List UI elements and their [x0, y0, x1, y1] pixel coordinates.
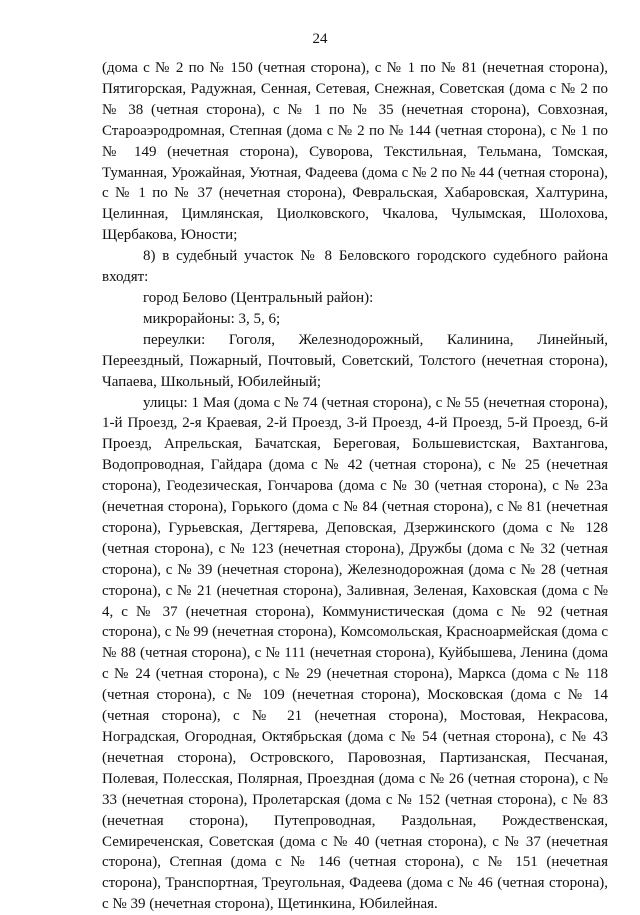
paragraph-streets-continued: (дома с № 2 по № 150 (четная сторона), с № 1 по № 81 (нечетная сторона), Пятигорская, Радужная, Сенная, Сетевая, Снежная, Советская (дома с № 2 по № 38 (четная сторона), с № 1 по № 35 (нечетная сторона), Совхозная, Староаэродромная, Степная (дома с № 2 по № 144 (четная сторона), с № 1 по № 149 (нечетная сторона), Суворова, Текстильная, Тельмана, Томская, Туманная, Урожайная, Уютная, Фадеева (дома с № 2 по № 44 (четная сторона), с № 1 по № 37 (нечетная сторона), Февральская, Хабаровская, Халтурина, Целинная, Цимлянская, Циолковского, Чкалова, Чулымская, Шолохова, Щербакова, Юности; — [102, 58, 608, 246]
page-number: 24 — [0, 30, 640, 48]
paragraph-microdistricts: микрорайоны: 3, 5, 6; — [102, 309, 608, 330]
paragraph-streets: улицы: 1 Мая (дома с № 74 (четная сторона), с № 55 (нечетная сторона), 1-й Проезд, 2-я Краевая, 2-й Проезд, 3-й Проезд, 4-й Проезд, 5-й Проезд, 6-й Проезд, Апрельская, Бачатская, Береговая, Большевистская, Вахтангова, Водопроводная, Гайдара (дома с № 42 (четная сторона), с № 25 (нечетная сторона), Геодезическая, Гончарова (дома с № 30 (четная сторона), с № 23а (нечетная сторона), Горького (дома с № 84 (четная сторона), с № 81 (нечетная сторона), Гурьевская, Дегтярева, Деповская, Дзержинского (дома с № 128 (четная сторона), с № 123 (нечетная сторона), Дружбы (дома с № 32 (четная сторона), с № 39 (нечетная сторона), Железнодорожная (дома с № 28 (четная сторона), с № 21 (нечетная сторона), Заливная, Зеленая, Каховская (дома с № 4, с № 37 (нечетная сторона), Коммунистическая (дома с № 92 (четная сторона), с № 99 (нечетная сторона), Комсомольская, Красноармейская (дома с № 88 (четная сторона), с № 111 (нечетная сторона), Куйбышева, Ленина (дома с № 24 (четная сторона), с № 29 (нечетная сторона), Маркса (дома с № 118 (четная сторона), с № 109 (нечетная сторона), Московская (дома с № 14 (четная сторона), с № 21 (нечетная сторона), Мостовая, Некрасова, Ноградская, Огородная, Октябрьская (дома с № 54 (четная сторона), с № 43 (нечетная сторона), Островского, Паровозная, Партизанская, Песчаная, Полевая, Полесская, Полярная, Проездная (дома с № 26 (четная сторона), с № 33 (нечетная сторона), Пролетарская (дома с № 152 (четная сторона), с № 83 (нечетная сторона), Путепроводная, Раздольная, Рождественская, Семиреченская, Советская (дома с № 40 (четная сторона), с № 37 (нечетная сторона), Степная (дома с № 146 (четная сторона), с № 151 (нечетная сторона), Транспортная, Треугольная, Фадеева (дома с № 46 (четная сторона), с № 39 (нечетная сторона), Щетинкина, Юбилейная. — [102, 393, 608, 915]
paragraph-city-district: город Белово (Центральный район): — [102, 288, 608, 309]
paragraph-lanes: переулки: Гоголя, Железнодорожный, Калинина, Линейный, Переездный, Пожарный, Почтовый, Советский, Толстого (нечетная сторона), Чапаева, Школьный, Юбилейный; — [102, 330, 608, 393]
document-body — [102, 58, 608, 915]
paragraph-court-section-8: 8) в судебный участок № 8 Беловского городского судебного района входят: — [102, 246, 608, 288]
